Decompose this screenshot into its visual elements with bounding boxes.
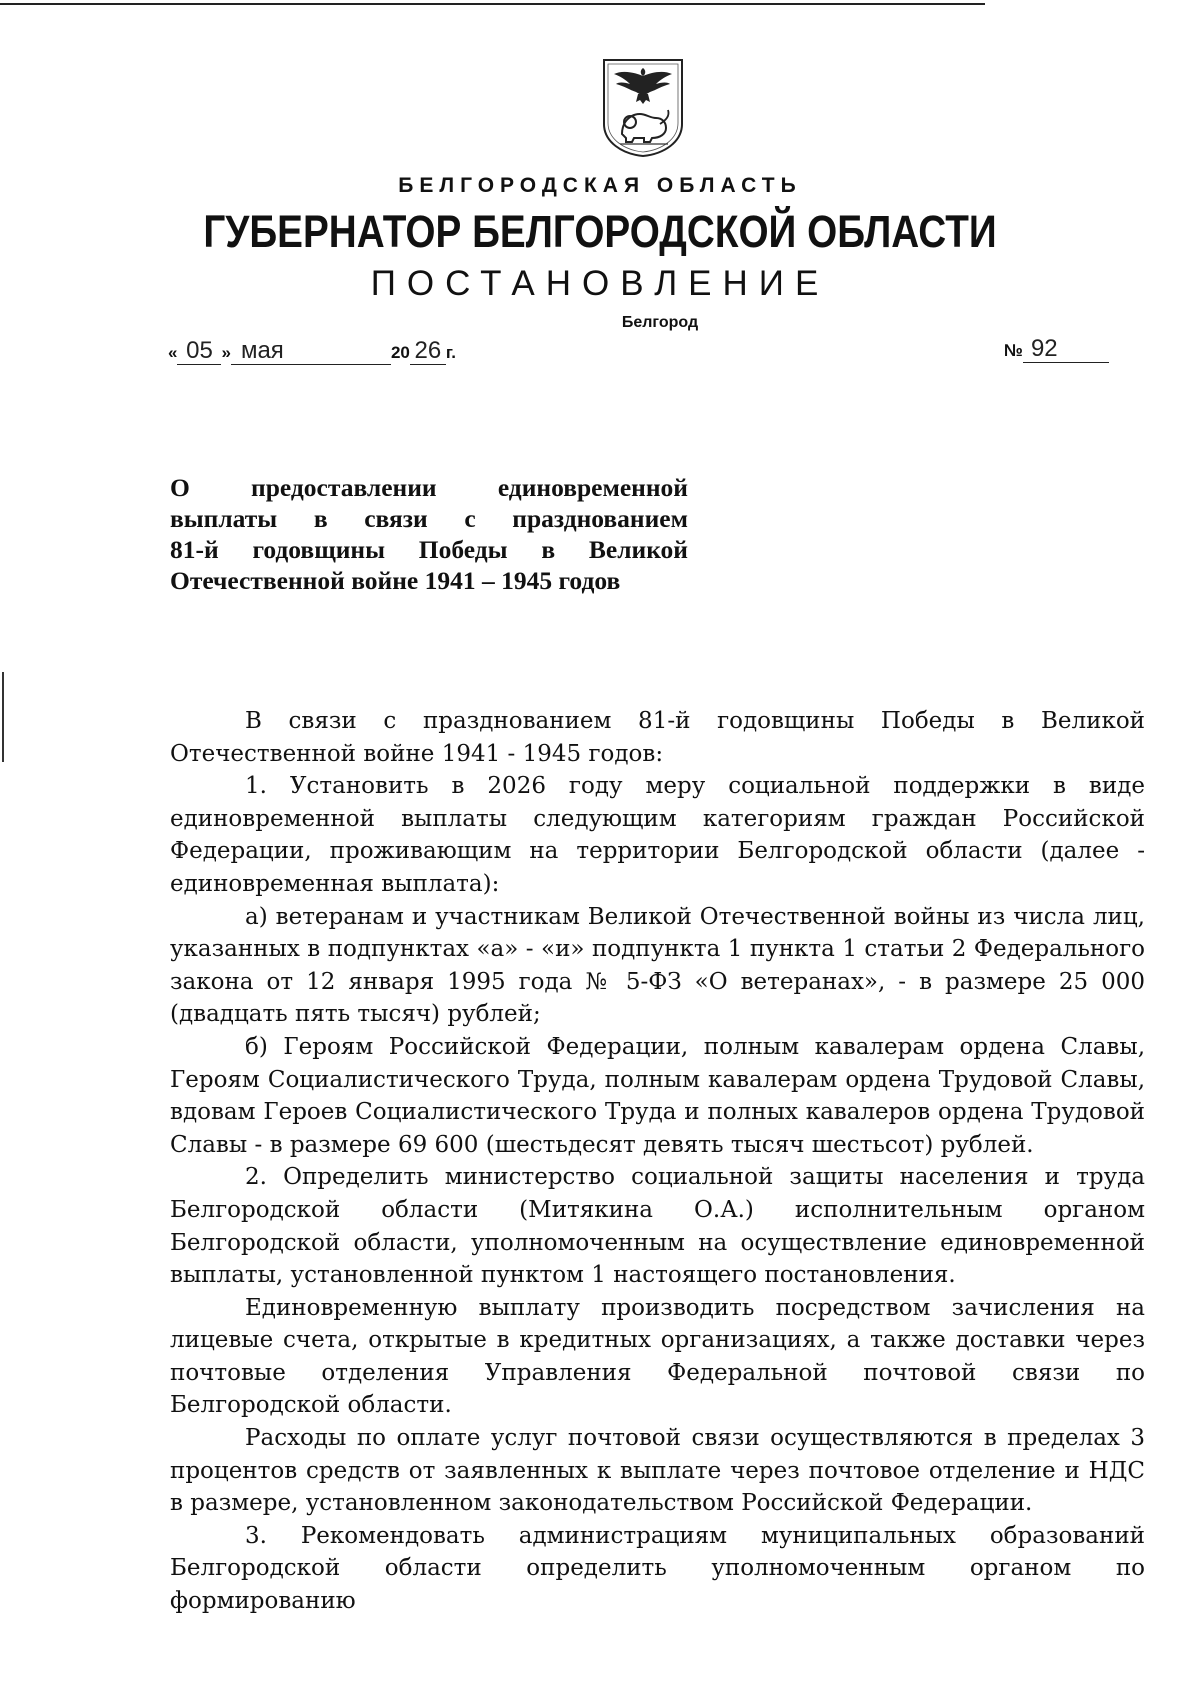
- date-day: 05: [186, 337, 213, 364]
- coat-of-arms-icon: [600, 58, 686, 158]
- body-paragraph: 1. Установить в 2026 году меру социальной поддержки в виде единовременной выплаты следующим категориям граждан Российской Федерации, проживающим на территории Белгородской области (далее - единовременная выплата):: [170, 773, 1145, 897]
- body-paragraph: 3. Рекомендовать администрациям муниципальных образований Белгородской области определить уполномоченным органом по формированию: [170, 1522, 1145, 1615]
- region-title: БЕЛГОРОДСКАЯ ОБЛАСТЬ: [398, 174, 802, 197]
- number-label: №: [1004, 341, 1023, 360]
- body-paragraph: а) ветеранам и участникам Великой Отечественной войны из числа лиц, указанных в подпунктах «а» - «и» подпункта 1 пункта 1 статьи 2 Федерального закона от 12 января 1995 года № 5-ФЗ «О ветеранах», - в размере 25 000 (двадцать пять тысяч) рублей;: [170, 903, 1145, 1028]
- date-open-quote: «: [168, 343, 178, 362]
- scan-left-mark: [2, 672, 4, 762]
- subject-line: О предоставлении единовременной: [170, 473, 688, 502]
- body-paragraph: В связи с празднованием 81-й годовщины Победы в Великой Отечественной войне 1941 - 1945 годов:: [170, 708, 1145, 767]
- date-close-quote: »: [221, 343, 231, 362]
- number-value: 92: [1030, 335, 1058, 362]
- city-label: Белгород: [621, 314, 699, 331]
- subject-line: выплаты в связи с празднованием: [170, 504, 688, 533]
- body-paragraph: Расходы по оплате услуг почтовой связи осуществляются в пределах 3 процентов средств от заявленных к выплате через почтовое отделение и НДС в размере, установленном законодательством Российской Федерации.: [170, 1425, 1145, 1517]
- document-body: [170, 705, 1145, 1618]
- document-number: [1004, 335, 1109, 363]
- date-line: [168, 337, 456, 365]
- body-paragraph: б) Героям Российской Федерации, полным кавалерам ордена Славы, Героям Социалистического Труда, полным кавалерам ордена Трудовой Славы, вдовам Героев Социалистического Труда и полных кавалеров ордена Трудовой Славы - в размере 69 600 (шестьдесят девять тысяч шестьсот) рублей.: [170, 1033, 1145, 1158]
- document-type-title: ПОСТАНОВЛЕНИЕ: [370, 264, 830, 303]
- date-year-prefix: 20: [390, 343, 410, 362]
- subject-line: 81-й годовщины Победы в Великой: [170, 535, 688, 564]
- scan-top-border: [0, 3, 985, 5]
- authority-title: ГУБЕРНАТОР БЕЛГОРОДСКОЙ ОБЛАСТИ: [203, 206, 997, 257]
- date-year-mark: г.: [445, 343, 456, 362]
- date-month: мая: [240, 337, 284, 364]
- subject-line: Отечественной войне 1941 – 1945 годов: [170, 566, 621, 595]
- document-subject: [170, 472, 688, 596]
- date-year-suffix: 26: [414, 337, 442, 364]
- body-paragraph: 2. Определить министерство социальной защиты населения и труда Белгородской области (Митякина О.А.) исполнительным органом Белгородской области, уполномоченным на осуществление единовременной выплаты, установленной пунктом 1 настоящего постановления.: [170, 1164, 1145, 1289]
- body-paragraph: Единовременную выплату производить посредством зачисления на лицевые счета, открытые в кредитных организациях, а также доставки через почтовые отделения Управления Федеральной почтовой связи по Белгородской области.: [170, 1294, 1145, 1419]
